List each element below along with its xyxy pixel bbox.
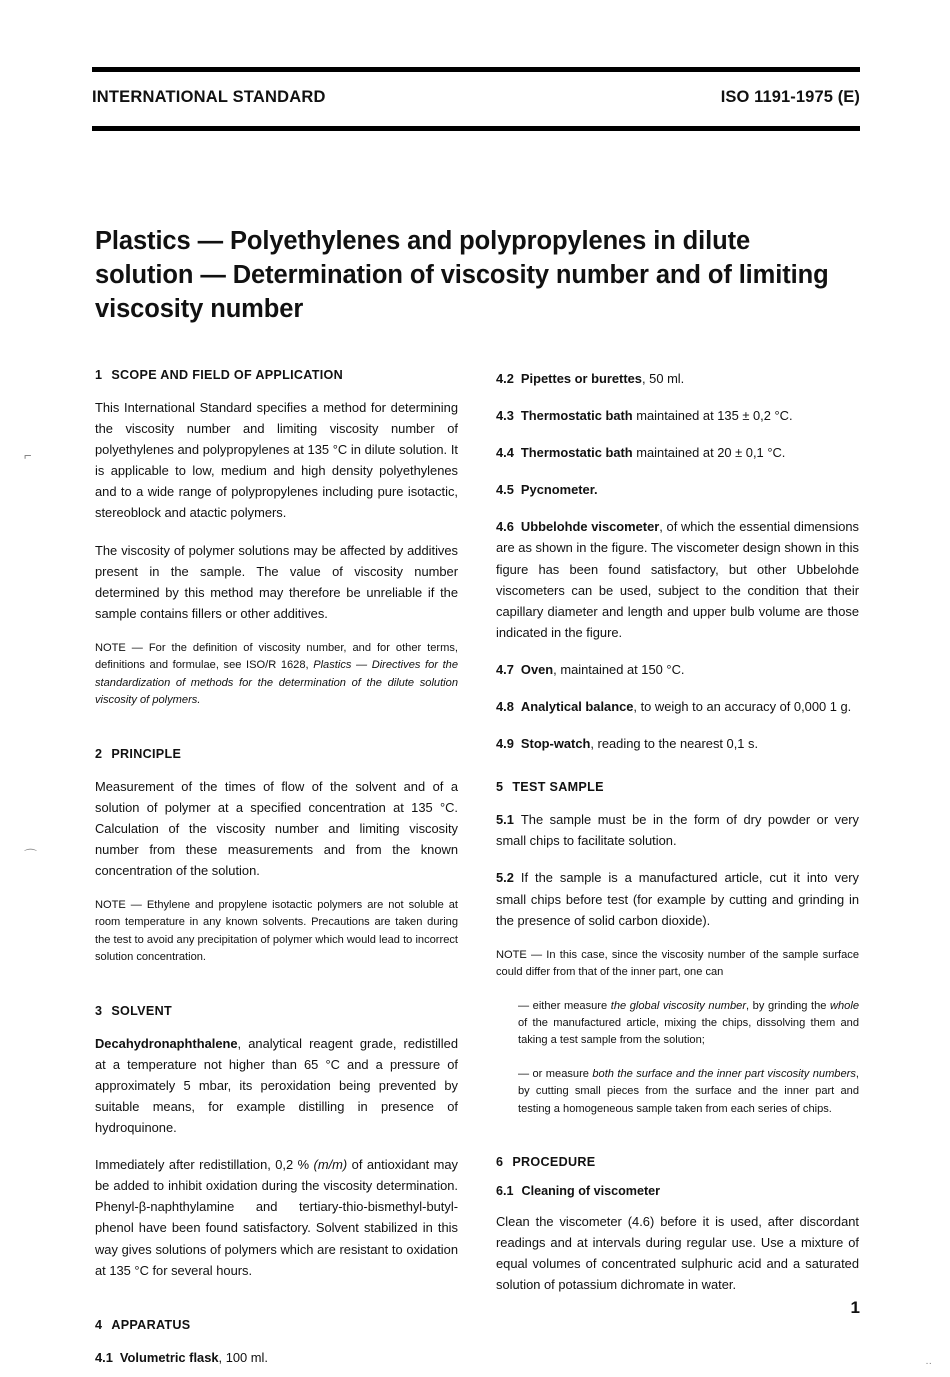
- text-run-bold: Decahydronaphthalene: [95, 1035, 238, 1051]
- section-title: SCOPE AND FIELD OF APPLICATION: [111, 368, 344, 382]
- spacer: [95, 726, 458, 747]
- section-title: TEST SAMPLE: [512, 780, 604, 795]
- text-run: C for several hours.: [139, 1262, 253, 1278]
- item-label: Oven: [520, 661, 554, 677]
- section-title: SOLVENT: [111, 1003, 172, 1018]
- page-number: 1: [850, 1298, 860, 1317]
- section-heading-1: [95, 368, 458, 382]
- text-run: , by grinding the: [746, 999, 830, 1012]
- test-sample-item-5-2: [496, 867, 859, 930]
- section-heading-4: [95, 1318, 458, 1332]
- spacer: [496, 770, 859, 780]
- apparatus-item-4-2: [496, 368, 859, 389]
- text-run: , maintained at 150: [553, 661, 667, 677]
- section-heading-6: [496, 1155, 859, 1169]
- item-number: 5.2: [496, 870, 514, 886]
- text-run: of antioxidant may be added to inhibit oxidation during the viscosity determination. Phenyl-β-naphthylamine and tertiary-thio-bismethyl-butyl-phenol have been found satisfactory. Solvent stabilized in this way gives solutions of polymers which are resistant to oxidation at 135: [95, 1157, 458, 1278]
- test-sample-item-5-1: [496, 809, 859, 851]
- left-column: [95, 368, 458, 1377]
- text-run: , reading to the nearest 0,1 s.: [590, 736, 759, 752]
- body-columns: [95, 368, 860, 1377]
- text-run: C and a pressure of approximately 5 mbar, its peroxidation being prevented by suitable means, for example distilling in presence of hydroquinone.: [95, 1056, 459, 1136]
- item-label: Thermostatic bath: [520, 408, 633, 424]
- text-run: , by cutting small pieces from the surface and the inner part and testing a homogeneous sample taken from each series of chips.: [518, 1067, 859, 1115]
- text-run: Measurement of the times of flow of the solvent and of a solution of polymer at a specified concentration at 135: [95, 778, 458, 815]
- degree-sign: °: [325, 1056, 331, 1072]
- section3-paragraph-1: [95, 1033, 458, 1138]
- item-label: Analytical balance: [520, 699, 634, 715]
- apparatus-item-4-9: [496, 733, 859, 754]
- text-run: , analytical reagent grade, redistilled at a temperature not higher than 65: [95, 1035, 458, 1072]
- subsection-title: Cleaning of viscometer: [521, 1183, 661, 1198]
- section-title: PRINCIPLE: [111, 746, 182, 761]
- text-run: — or measure: [518, 1067, 593, 1080]
- apparatus-item-4-8: [496, 696, 859, 717]
- item-number: 4.4: [496, 445, 514, 461]
- item-number: 4.1: [95, 1349, 113, 1365]
- apparatus-item-4-5: [496, 479, 859, 500]
- text-run: NOTE — For the definition of viscosity number, and for other terms, definitions and formulae, see ISO/R 1628,: [95, 641, 458, 672]
- margin-mark-icon: ··: [925, 1358, 932, 1369]
- section-number: 3: [95, 1003, 103, 1018]
- apparatus-item-4-4: [496, 442, 859, 463]
- section-heading-3: [95, 1004, 458, 1018]
- text-run: The sample must be in the form of dry powder or very small chips to facilitate solution.: [496, 812, 859, 849]
- text-run: C.: [779, 408, 793, 424]
- text-run: of the manufactured article, mixing the chips, dissolving them and taking a test sample from the solution;: [518, 1016, 859, 1047]
- section2-paragraph: [95, 776, 458, 881]
- text-run: Immediately after redistillation, 0,2 %: [95, 1157, 314, 1173]
- text-run-italic: the global viscosity number: [610, 999, 747, 1012]
- page-title: Plastics — Polyethylenes and polypropylenes in dilute solution — Determination of viscosity number and of limiting viscosity number: [95, 227, 829, 324]
- item-number: 4.7: [496, 661, 514, 677]
- degree-sign: °: [666, 661, 672, 677]
- text-run: , 50 ml.: [641, 371, 685, 386]
- margin-mark-icon: ⌐: [24, 448, 32, 463]
- section3-paragraph-2: [95, 1154, 458, 1281]
- document-header: [92, 88, 860, 107]
- section6-paragraph: Clean the viscometer (4.6) before it is used, after discordant readings and at intervals during regular use. Use a mixture of equal volumes of concentrated sulphuric acid and a saturated solution of potassium dichromate in water.: [496, 1213, 859, 1293]
- section-number: 4: [95, 1317, 103, 1332]
- text-run: C. Calculation of the viscosity number and limiting viscosity number from these measurements and from the known concentration of the solution.: [95, 799, 458, 878]
- section-heading-5: [496, 780, 859, 794]
- text-run: maintained at 20 ± 0,1: [632, 445, 768, 461]
- item-number: 4.6: [496, 519, 514, 535]
- text-run: maintained at 135 ± 0,2: [632, 408, 775, 424]
- text-run-italic: both the surface and the inner part viscosity numbers: [592, 1067, 856, 1080]
- item-number: 5.1: [496, 812, 514, 828]
- section1-note: [95, 640, 458, 710]
- item-label: Pipettes or burettes: [520, 371, 642, 386]
- section-number: 6: [496, 1154, 504, 1169]
- section2-note: NOTE — Ethylene and propylene isotactic polymers are not soluble at room temperature in any known solvents. Precautions are taken during the test to avoid any precipitation of polymer which would lead to incorrect solution concentration.: [95, 899, 458, 964]
- text-run: , to weigh to an accuracy of 0,000 1 g.: [633, 699, 852, 715]
- spacer: [496, 1134, 859, 1155]
- degree-sign: °: [774, 408, 780, 424]
- apparatus-item-4-1: [95, 1347, 458, 1368]
- header-standard-label: INTERNATIONAL STANDARD: [92, 88, 326, 106]
- item-number: 4.3: [496, 408, 514, 424]
- apparatus-item-4-3: [496, 405, 859, 426]
- text-run: , 100 ml.: [218, 1349, 268, 1365]
- header-rule-top: [92, 67, 860, 72]
- text-run-italic: Plastics — Directives for the standardization of methods for the determination of the dilute solution viscosity of polymers.: [95, 659, 458, 707]
- section1-paragraph-1: [95, 397, 458, 524]
- text-run-italic: (m/m): [313, 1157, 348, 1173]
- section-heading-2: [95, 747, 458, 761]
- item-number: 4.9: [496, 736, 514, 752]
- section5-note-bullet-1: [518, 998, 859, 1050]
- section-number: 5: [496, 780, 504, 795]
- item-number: 4.2: [496, 371, 514, 386]
- degree-sign: °: [767, 445, 773, 461]
- subsection-heading-6-1: [496, 1184, 859, 1198]
- section5-note-bullet-2: [518, 1066, 859, 1118]
- text-run: C.: [772, 445, 786, 461]
- text-run: This International Standard specifies a method for determining the viscosity number and limiting viscosity number of polyethylenes and polypropylenes at 135: [95, 400, 458, 458]
- section-title: APPARATUS: [111, 1317, 191, 1332]
- item-label: Stop-watch: [520, 736, 591, 752]
- text-run: If the sample is a manufactured article, cut it into very small chips before test (for example by cutting and grinding in the presence of solid carbon dioxide).: [496, 870, 859, 928]
- spacer: [95, 1297, 458, 1318]
- section1-paragraph-2: The viscosity of polymer solutions may be affected by additives present in the sample. The value of viscosity number determined by this method may therefore be unreliable if the sample contains fillers or other additives.: [95, 542, 458, 621]
- degree-sign: °: [332, 442, 338, 458]
- item-number: 4.8: [496, 699, 514, 715]
- degree-sign: °: [439, 799, 446, 815]
- spacer: [95, 983, 458, 1004]
- apparatus-item-4-7: [496, 659, 859, 680]
- right-column: [496, 368, 859, 1377]
- item-label: Pycnometer.: [520, 482, 598, 498]
- item-number: 4.5: [496, 482, 514, 498]
- item-label: Volumetric flask: [119, 1349, 219, 1365]
- degree-sign: °: [134, 1262, 140, 1278]
- section-title: PROCEDURE: [512, 1154, 596, 1169]
- section-number: 2: [95, 746, 103, 761]
- item-label: Thermostatic bath: [520, 445, 633, 461]
- section-number: 1: [95, 368, 103, 382]
- text-run: — either measure: [518, 999, 611, 1012]
- section5-note: NOTE — In this case, since the viscosity number of the sample surface could differ from that of the inner part, one can: [496, 948, 859, 979]
- item-label: Ubbelohde viscometer: [520, 519, 660, 535]
- header-standard-number: ISO 1191-1975 (E): [720, 88, 860, 106]
- text-run: , of which the essential dimensions are as shown in the figure. The viscometer design shown in this figure has been found satisfactory, but other Ubbelohde viscometers can be used, subject to the condition that their capillary diameter and length and upper bulb volume are those indicated in the figure.: [496, 519, 859, 640]
- subsection-number: 6.1: [496, 1183, 514, 1198]
- text-run-italic: whole: [830, 999, 859, 1012]
- text-run: C.: [671, 661, 685, 677]
- margin-mark-icon: ⌒: [24, 848, 38, 863]
- text-run: C in dilute solution. It is applicable to low, medium and high density polyethylenes and to a wide range of polypropylenes including pure isotactic, stereoblock and atactic polymers.: [95, 442, 458, 521]
- apparatus-item-4-6: [496, 516, 859, 643]
- header-rule-bottom: [92, 126, 860, 131]
